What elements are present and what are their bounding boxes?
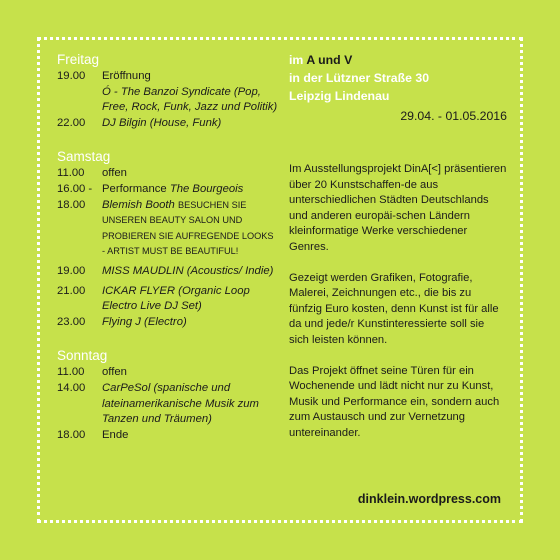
event-row <box>57 315 279 331</box>
event-text: BESUCHEN SIE UNSEREN BEAUTY SALON UND PROBIEREN SIE AUFREGENDE LOOKS - ARTIST MUST BE BEAUTIFUL! <box>102 199 274 257</box>
event-description: DJ Bilgin (House, Funk) <box>102 116 222 129</box>
event-time: 11.00 <box>57 366 85 379</box>
event-text: The Bourgeois <box>169 182 244 195</box>
event-row <box>57 381 279 428</box>
website-link[interactable]: dinklein.wordpress.com <box>357 492 501 506</box>
event-description <box>102 69 279 116</box>
event-description: CarPeSol (spanische und lateinamerikanische Musik zum Tanzen und Träumen) <box>102 381 259 426</box>
event-row <box>57 182 279 198</box>
event-time: 11.00 <box>57 167 85 180</box>
event-row <box>57 284 279 315</box>
event-time: 21.00 <box>57 284 86 297</box>
event-description: Ende <box>102 428 129 441</box>
event-description <box>102 198 279 260</box>
event-row <box>57 166 279 182</box>
event-time: 14.00 <box>57 381 86 394</box>
event-time: 23.00 <box>57 315 86 328</box>
event-time: 18.00 <box>57 198 86 211</box>
event-description <box>102 182 279 198</box>
event-time: 19.00 <box>57 70 86 82</box>
event-text: Blemish Booth <box>102 198 178 211</box>
event-text: Eröffnung <box>102 70 151 82</box>
event-description: offen <box>102 167 127 180</box>
event-row <box>57 428 279 444</box>
event-time: 18.00 <box>57 428 86 441</box>
description-paragraph: Im Ausstellungsprojekt DinA[<] präsentieren über 20 Kunstschaffen-de aus unterschiedlichen Städten Deutschlands und anderen europäi-schen Ländern kleinformatige Werke verschiedener Genres. <box>289 163 507 253</box>
description-paragraph: Gezeigt werden Grafiken, Fotografie, Malerei, Zeichnungen etc., die bis zu fünfzig Euro kosten, denn Kunst ist für alle da und jede/r Kunstinteressierte soll sie sich leisten können. <box>289 271 499 346</box>
venue-street: in der Lützner Straße 30 <box>289 71 430 85</box>
event-description: MISS MAUDLIN (Acoustics/ Indie) <box>102 264 274 277</box>
day-heading-friday: Freitag <box>57 52 100 67</box>
event-row <box>57 116 279 132</box>
event-time: 16.00 - <box>57 182 93 195</box>
event-description: ICKAR FLYER (Organic Loop Electro Live DJ Set) <box>102 284 250 313</box>
event-dates: 29.04. - 01.05.2016 <box>400 109 507 123</box>
venue-prefix: im <box>289 53 307 67</box>
event-row <box>57 264 279 280</box>
day-heading-sunday: Sonntag <box>57 348 108 364</box>
info-column <box>289 51 507 442</box>
event-row <box>57 365 279 381</box>
event-description: Flying J (Electro) <box>102 315 187 328</box>
schedule-column <box>57 51 279 443</box>
event-text: Performance <box>102 182 170 195</box>
day-heading-saturday: Samstag <box>57 149 111 165</box>
event-text: Ó - The Banzoi Syndicate (Pop, Free, Rock, Funk, Jazz und Politik) <box>102 85 278 114</box>
event-time: 19.00 <box>57 264 86 277</box>
event-row <box>57 69 279 116</box>
event-row <box>57 198 279 260</box>
event-time: 22.00 <box>57 116 86 129</box>
description-paragraph: Das Projekt öffnet seine Türen für ein Wochenende und lädt nicht nur zu Kunst, Musik und Performance ein, sondern auch zum Austausch und zur Vernetzung untereinander. <box>289 364 500 439</box>
event-description: offen <box>102 366 127 379</box>
venue-city: Leipzig Lindenau <box>289 89 390 103</box>
venue-name: A und V <box>306 53 353 67</box>
venue-line <box>289 51 507 69</box>
